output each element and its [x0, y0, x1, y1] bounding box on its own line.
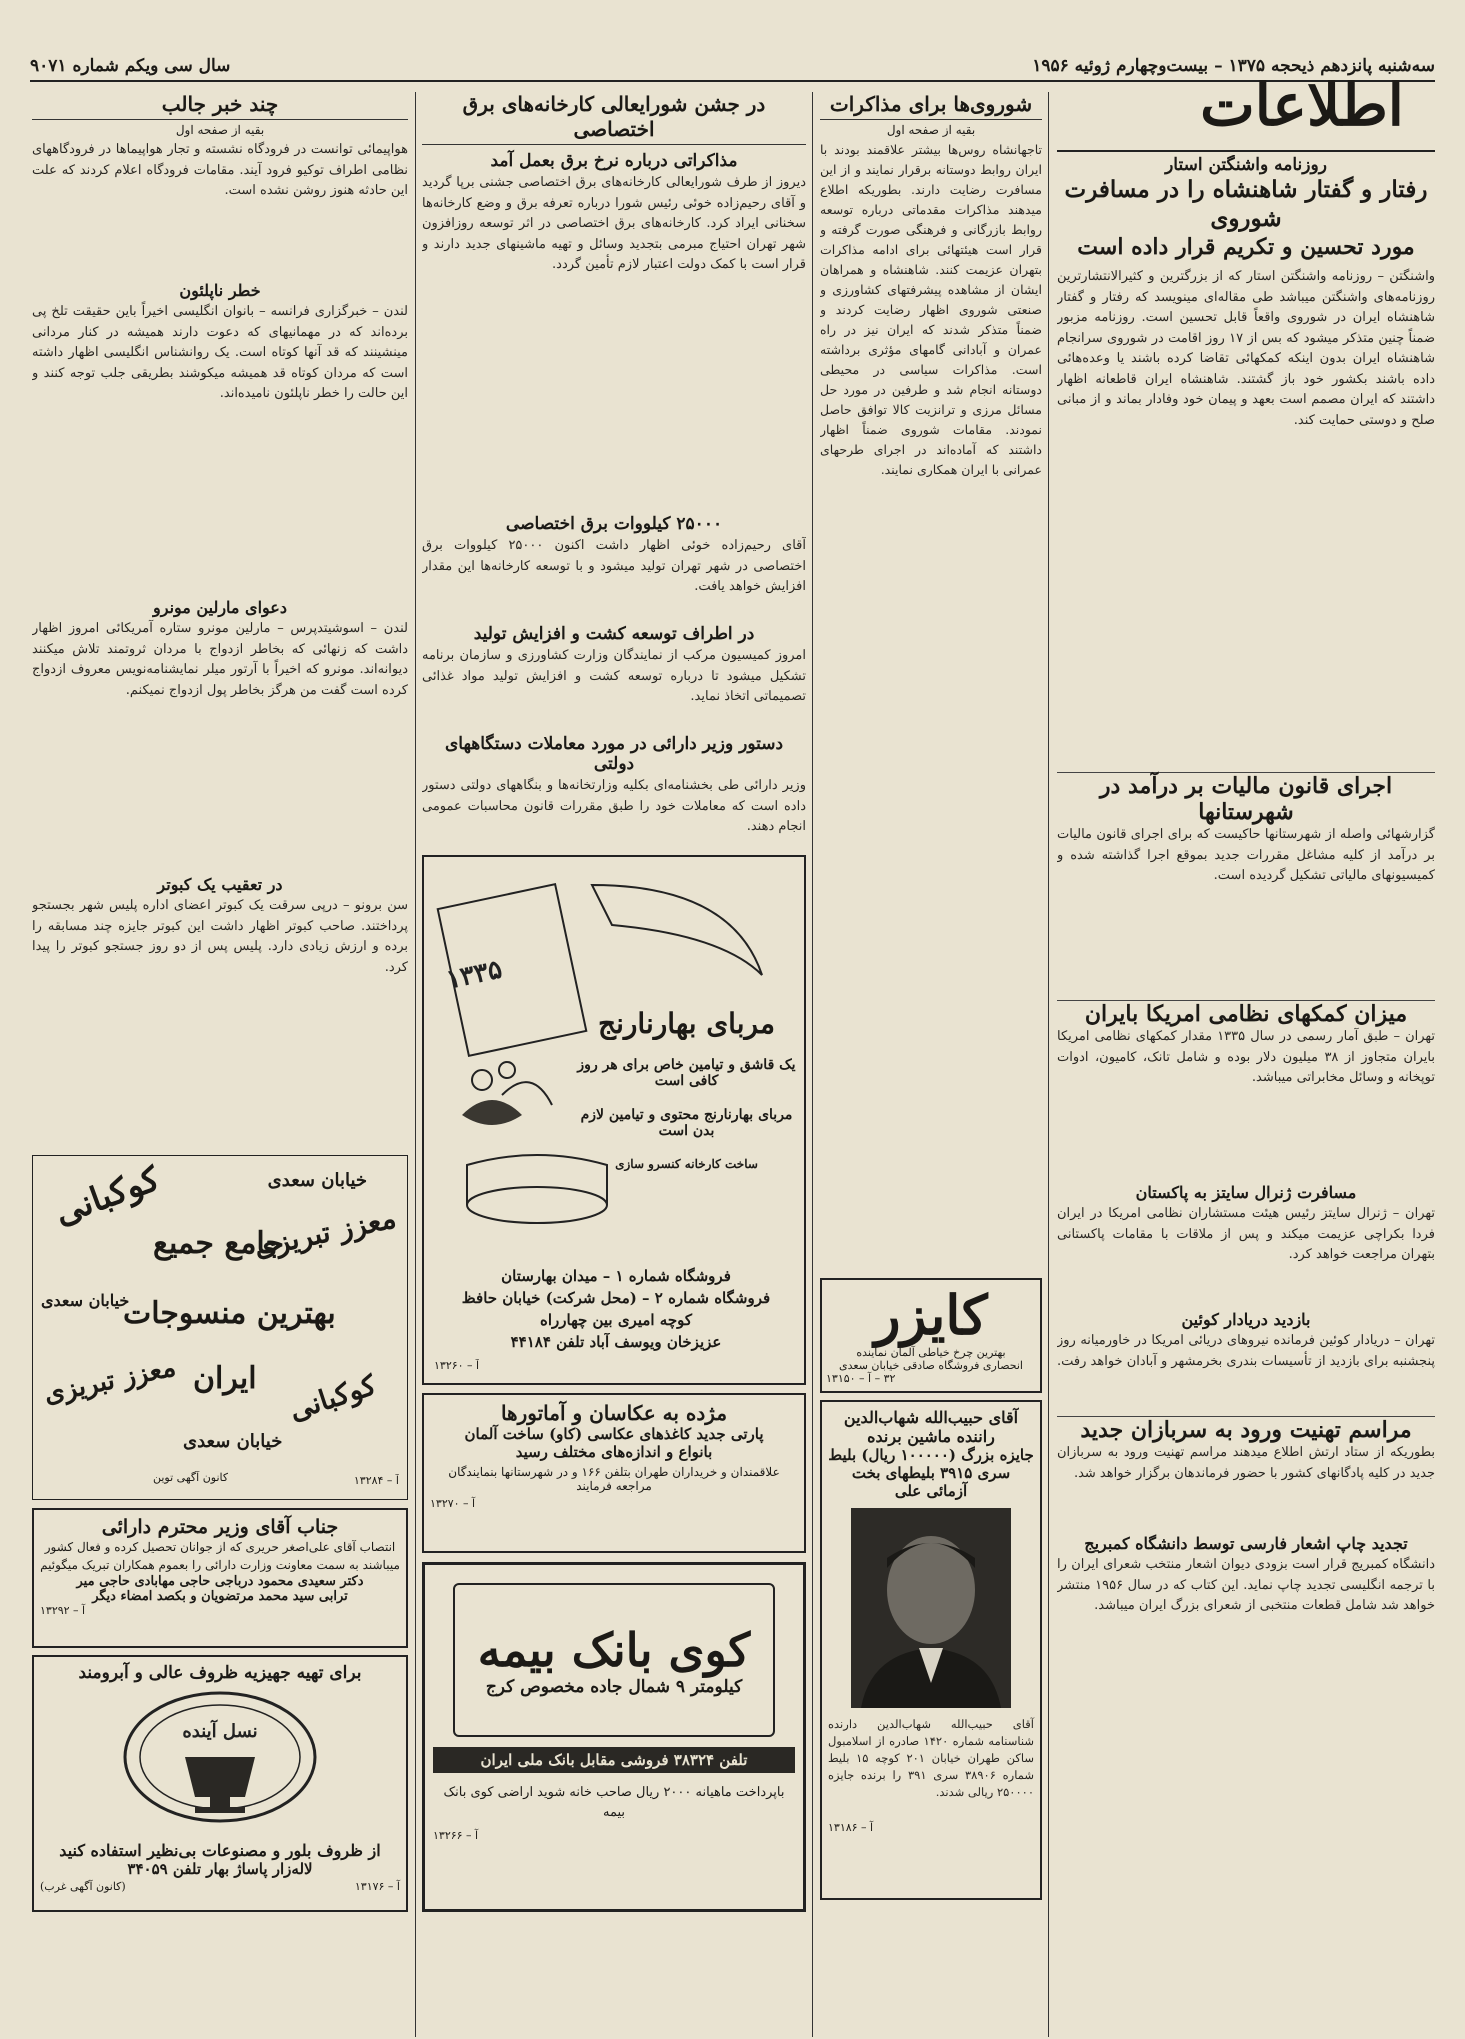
fabric-l10: خیابان سعدی [183, 1431, 283, 1452]
jam-line3: ساخت کارخانه کنسرو سازی [615, 1157, 758, 1171]
jam-ad [422, 855, 806, 1385]
fabric-ad [32, 1155, 408, 1500]
bank-logo-box [453, 1583, 775, 1737]
fabric-l8: معزز تبریزی [41, 1352, 179, 1410]
lead-subheadline: مورد تحسین و تکریم قرار داده است [1077, 233, 1415, 260]
jam-title: مربای بهارنارنج [598, 1007, 775, 1040]
general-visit-headline: مسافرت ژنرال سایتز به پاکستان [1135, 1183, 1357, 1203]
thanks-title: جناب آقای وزیر محترم دارائی [101, 1516, 339, 1538]
jam-store2: فروشگاه شماره ۲ – (محل شرکت) خیابان حافظ [461, 1289, 771, 1307]
bank-housing-ad [422, 1562, 806, 1912]
bank-code: آ – ۱۳۲۶۶ [433, 1829, 479, 1842]
electricity-headline: در جشن شورایعالی کارخانه‌های برق اختصاصی [422, 92, 806, 145]
dishware-brand: نسل آینده [182, 1721, 258, 1742]
lottery-code: آ – ۱۳۱۸۶ [828, 1821, 874, 1834]
bank-title: کوی بانک بیمه [477, 1623, 751, 1677]
talks-headline: شوروی‌ها برای مذاکرات [820, 92, 1042, 120]
cambridge-headline: تجدید چاپ اشعار فارسی توسط دانشگاه کمبریج [1084, 1534, 1408, 1554]
lead-story-text: واشنگتن – روزنامه واشنگتن استار که از بزرگترین و کثیرالانتشارترین روزنامه‌های واشنگتن میباشد طی مقاله‌ای مینویسد که رفتار و گفتار شاهنشاه ایران در شوروی واقعاً قابل تحسین است. روزنامه مزبور ضمناً چنین متذکر میشود که بس از ۱۷ روز اقامت در شوروی سرانجام شاهنشاه ایران بدون اینکه کمکهائی تقاضا کرده باشند یا وعده‌هائی داده باشند بکشور خود باز گشتند. شاهنشاه ایران قاطعانه اظهار داشتند که ایران مصمم است بعهد و پیمان خود وفادار بماند و از مبانی صلح و دوستی حمایت کند. [1057, 269, 1435, 428]
photo-line1: پارتی جدید کاغذهای عکاسی (کاو) ساخت آلمان [464, 1425, 764, 1443]
dishware-logo [120, 1687, 320, 1837]
photo-code: آ – ۱۳۲۷۰ [430, 1497, 476, 1510]
jam-store3: کوچه امیری بین چهارراه [539, 1311, 692, 1329]
jam-line1: یک قاشق و تیامین خاص برای هر روز کافی است [577, 1057, 796, 1089]
kaizer-brand: کایزر [874, 1283, 988, 1347]
electricity-text: دیروز از طرف شورایعالی کارخانه‌های برق اختصاصی جشنی برپا گردید و آقای رحیم‌زاده خوئی رئیس شورا درباره تعرفه برق و وضع کارخانه‌ها سخنانی ایراد کرد. کارخانه‌های برق اختصاصی در اثر توسعه روزافزون شهر تهران احتیاج مبرمی بتجدید وسائل و تهیه ماشینهای جدید دارند و قرار است با کمک دولت اعتبار لازم تأمین گردد. [422, 175, 806, 272]
dishware-code: آ – ۱۳۱۷۶ [354, 1880, 400, 1893]
pigeon-sub: در تعقیب یک کبوتر [157, 875, 283, 894]
publication-date: سه‌شنبه پانزدهم ذیحجه ۱۳۷۵ – بیست‌وچهارم ژوئیه ۱۹۵۶ [1032, 56, 1435, 76]
photo-line2: بانواع و اندازه‌های مختلف رسید [515, 1443, 713, 1461]
cambridge-text: دانشگاه کمبریج قرار است بزودی دیوان اشعار منتخب شعرای ایران را با ترجمه انگلیسی تجدید چاپ نماید. این کتاب که در سال ۱۹۵۶ منتشر خواهد شد شامل قطعات منتخبی از شعرای بزرگ ایران میباشد. [1057, 1557, 1435, 1614]
briefs-continued: بقیه از صفحه اول [175, 123, 265, 137]
military-aid-headline: میزان کمکهای نظامی امریکا بایران [1084, 1001, 1408, 1028]
story-kicker: روزنامه واشنگتن استار [1165, 155, 1327, 175]
fabric-l6: خیابان سعدی [41, 1291, 130, 1310]
thanks-names: دکتر سعیدی محمود درباجی حاجی مهابادی حاجی میر [76, 1574, 364, 1589]
thanks-names2: ترابی سید محمد مرتضویان و بکصد امضاء دیگر [92, 1589, 348, 1604]
lead-headline: رفتار و گفتار شاهنشاه را در مسافرت شوروی [1064, 176, 1428, 232]
admiral-visit-headline: بازدید دریادار کوئین [1181, 1310, 1311, 1330]
monroe-sub: دعوای مارلین مونرو [153, 598, 287, 617]
thanks-code: آ – ۱۳۲۹۲ [40, 1604, 86, 1617]
pigeon-text: سن برونو – درپی سرقت یک کبوتر اعضای اداره پلیس شهر بجستجو پرداختند. صاحب کبوتر اظهار داشت این کبوتر جایزه چند مسابقه را برده و ارزش زیادی دارد. پلیس پس از دو روز جستجو کبوتر را پیدا کرد. [32, 898, 408, 975]
tax-headline: اجرای قانون مالیات بر درآمد در شهرستانها [1099, 773, 1393, 826]
agriculture-text: امروز کمیسیون مرکب از نمایندگان وزارت کشاورزی و سازمان برنامه تشکیل میشود تا درباره توسعه کشت و افزایش تولید مواد غذائی تصمیماتی اتخاذ نماید. [422, 648, 806, 704]
column-rule [812, 92, 813, 2037]
jam-store1: فروشگاه شماره ۱ – میدان بهارستان [501, 1267, 731, 1285]
fabric-l1: خیابان سعدی [267, 1170, 367, 1191]
military-aid-text: تهران – طبق آمار رسمی در سال ۱۳۳۵ مقدار کمکهای نظامی امریکا بایران متجاوز از ۳۸ میلیون دلار بوده و شامل تانک، کامیون، ادوات توپخانه و وسائل مخابراتی میباشد. [1057, 1029, 1435, 1086]
masthead: اطلاعات [1200, 71, 1404, 139]
column-rule [1048, 92, 1049, 2037]
briefs-text: هواپیمائی توانست در فرودگاه نشسته و تجار هواپیماها در فرودگاههای نظامی اطراف توکیو فرود آیند. مقامات فرودگاه اعلام کردند که علت این حادثه هنوز روشن نشده است. [32, 142, 408, 198]
napoleon-text: لندن – خبرگزاری فرانسه – بانوان انگلیسی اخیراً باین حقیقت تلخ پی برده‌اند که در مهمانیهای که دعوت دارند همیشه در کنار مردانی مینشینند که قد آنها کوتاه است. یک روانشناس انگلیسی اظهار داشته است که مردان کوتاه قد همیشه میکوشند بطریقی جلب توجه کنند و این حالت را خطر ناپلئون نامیده‌اند. [32, 304, 408, 401]
kaizer-code: ۳۲ – آ – ۱۳۱۵۰ [826, 1372, 896, 1385]
jam-store4: عزیزخان ویوسف آباد تلفن ۴۴۱۸۴ [510, 1333, 722, 1351]
jam-line2: مربای بهارنارنج محتوی و تیامین لازم بدن است [580, 1107, 793, 1139]
general-visit-text: تهران – ژنرال سایتز رئیس هیئت مستشاران نظامی امریکا در ایران فردا بکراچی عزیمت میکند و پس از ملاقات با مقامات پاکستانی بتهران مراجعت خواهد کرد. [1057, 1206, 1435, 1263]
lottery-title: آقای حبیب‌الله شهاب‌الدین [843, 1408, 1019, 1427]
fabric-footer: کانون آگهی توین [153, 1471, 229, 1484]
continued-note: بقیه از صفحه اول [886, 123, 976, 137]
electricity-sub: مذاکراتی درباره نرخ برق بعمل آمد [490, 151, 738, 171]
finance-order-text: وزیر دارائی طی بخشنامه‌ای بکلیه وزارتخانه‌ها و بنگاههای دولتی دستور داده است که معاملات خود را طبق مقررات قانون محاسبات عمومی انجام دهند. [422, 778, 806, 834]
column-3 [422, 92, 806, 892]
kaizer-ad [820, 1278, 1042, 1393]
fabric-l5: بهترین منسوجات [123, 1296, 336, 1331]
talks-text: تاجهانشاه روس‌ها بیشتر علاقمند بودند با ایران روابط دوستانه برقرار نمایند و از این مسافرت رضایت دارند. بطوریکه اطلاع میدهند مذاکرات مقدماتی درباره توسعه روابط بازرگانی و فرهنگی صورت گرفته و قرار است هیئتهائی برای ادامه مذاکرات بتهران عزیمت کنند. شاهنشاه و همراهان ایشان از مشاهده پیشرفتهای کشاورزی و صنعتی شوروی اظهار رضایت کردند و ضمناً متذکر شدند که ایران نیز در راه عمران و آبادانی گامهای مؤثری برداشته است. مذاکرات سیاسی در محیطی دوستانه انجام شد و طرفین در مورد حل مسائل مرزی و ترانزیت کالا توافق حاصل نمودند. مقامات شوروی ضمناً اظهار داشتند که آماده‌اند در اجرای طرحهای عمرانی با ایران همکاری نمایند. [820, 142, 1042, 477]
lottery-line2: جایزه بزرگ (۱۰۰۰۰۰ ریال) بلیط [828, 1446, 1034, 1464]
fabric-l4: معزز تبریزی [251, 1201, 399, 1264]
kaizer-line1: بهترین چرخ خیاطی آلمان نماینده [856, 1346, 1006, 1359]
dishware-line1: از ظروف بلور و مصنوعات بی‌نظیر استفاده کنید [59, 1841, 381, 1860]
soldiers-headline: مراسم تهنیت ورود به سربازان جدید [1080, 1417, 1412, 1444]
lottery-line3: سری ۳۹۱۵ بلیطهای بخت [851, 1464, 1011, 1482]
column-2 [820, 92, 1042, 1272]
fabric-l9: کوکبانی [284, 1368, 380, 1427]
column-rule [415, 92, 416, 2037]
kilowatt-sub: ۲۵۰۰۰ کیلووات برق اختصاصی [505, 514, 723, 534]
lottery-caption: آقای حبیب‌الله شهاب‌الدین دارنده شناسنامه شماره ۱۴۲۰ صادره از اسلامبول ساکن طهران خیابان ۲۰۱ کوچه ۱۵ بلیط شماره ۳۸۹۰۶ سری ۳۹۱ را برنده جایزه ۲۵۰۰۰۰ ریالی شدند. [828, 1717, 1035, 1799]
dishware-footer [40, 1880, 400, 1893]
jam-code: آ – ۱۳۲۶۰ [434, 1359, 480, 1372]
fabric-l2: کوکبانی [49, 1158, 165, 1234]
thanks-ad [32, 1508, 408, 1648]
dishware-title: برای تهیه جهیزیه ظروف عالی و آبرومند [78, 1663, 362, 1683]
tax-story-text: گزارشهائی واصله از شهرستانها حاکیست که برای اجرای قانون مالیات بر درآمد از کلیه مشاغل مقررات جدید بموقع اجرا گذاشته شده و کمیسیونهای مالیاتی تشکیل گردیده است. [1057, 827, 1435, 884]
dishware-agency: (کانون آگهی غرب) [40, 1880, 126, 1893]
thanks-text: انتصاب آقای علی‌اصغر حریری که از جوانان تحصیل کرده و فعال کشور میباشند به سمت معاونت وزارت دارائی را بعموم همکاران تبریک میگوئیم [40, 1540, 400, 1572]
photo-paper-ad [422, 1393, 806, 1553]
lottery-ad [820, 1400, 1042, 1900]
bank-line3: باپرداخت ماهیانه ۲۰۰۰ ریال صاحب خانه شوید اراضی کوی بانک بیمه [443, 1785, 785, 1820]
admiral-visit-text: تهران – دریادار کوئین فرمانده نیروهای دریائی امریکا در خاورمیانه روز پنجشنبه برای بازدید از تأسیسات بندری بخرمشهر و آبادان خواهد رفت. [1057, 1333, 1435, 1369]
agriculture-sub: در اطراف توسعه کشت و افزایش تولید [473, 624, 755, 644]
fabric-l7: ایران [193, 1361, 257, 1396]
lottery-line4: آزمائی علی [894, 1482, 968, 1500]
winner-portrait [851, 1508, 1011, 1708]
column-1 [1057, 155, 1435, 1995]
photo-title: مژده به عکاسان و آماتورها [500, 1401, 728, 1425]
issue-number: سال سی ویکم شماره ۹۰۷۱ [30, 56, 231, 76]
briefs-headline: چند خبر جالب [32, 92, 408, 120]
photo-line3: علاقمندان و خریداران طهران بتلفن ۱۶۶ و در شهرستانها بنمایندگان مراجعه فرمایند [448, 1465, 780, 1493]
kaizer-line2: انحصاری فروشگاه صادقی خیابان سعدی [839, 1359, 1023, 1372]
dishware-line2: لاله‌زار پاساژ بهار تلفن ۳۴۰۵۹ [127, 1860, 313, 1878]
masthead-rule [1057, 150, 1435, 152]
dishware-ad [32, 1655, 408, 1912]
finance-order-sub: دستور وزیر دارائی در مورد معاملات دستگاههای دولتی [444, 734, 784, 774]
monroe-text: لندن – اسوشیتدپرس – مارلین مونرو ستاره آمریکائی امروز اظهار داشت که زنهائی که بخاطر ازدواج با مردان ثروتمند تلاش میکنند دیوانه‌اند. مونرو که اخیراً با آرتور میلر نمایشنامه‌نویس معروف ازدواج کرده است گفت من هرگز بخاطر پول ازدواج نمیکنم. [32, 621, 408, 698]
napoleon-sub: خطر ناپلئون [179, 281, 261, 300]
fabric-l3: جامع جمیع [153, 1226, 285, 1261]
column-4 [32, 92, 408, 1142]
fabric-code: آ – ۱۳۲۸۴ [353, 1474, 399, 1487]
kilowatt-text: آقای رحیم‌زاده خوئی اظهار داشت اکنون ۲۵۰۰۰ کیلووات برق اختصاصی در شهر تهران تولید میشود و با توسعه کارخانه‌ها این مقدار افزایش خواهد یافت. [422, 538, 806, 594]
jam-year: ۱۳۳۵ [443, 954, 505, 996]
bank-line2: تلفن ۳۸۳۲۴ فروشی مقابل بانک ملی ایران [433, 1747, 795, 1773]
lottery-line1: راننده ماشین برنده [867, 1427, 995, 1446]
bank-line1: کیلومتر ۹ شمال جاده مخصوص کرج [485, 1677, 743, 1697]
soldiers-text: بطوریکه از ستاد ارتش اطلاع میدهند مراسم تهنیت ورود به سربازان جدید در کلیه پادگانهای کشور با حضور فرماندهان برگزار خواهد شد. [1057, 1445, 1435, 1481]
